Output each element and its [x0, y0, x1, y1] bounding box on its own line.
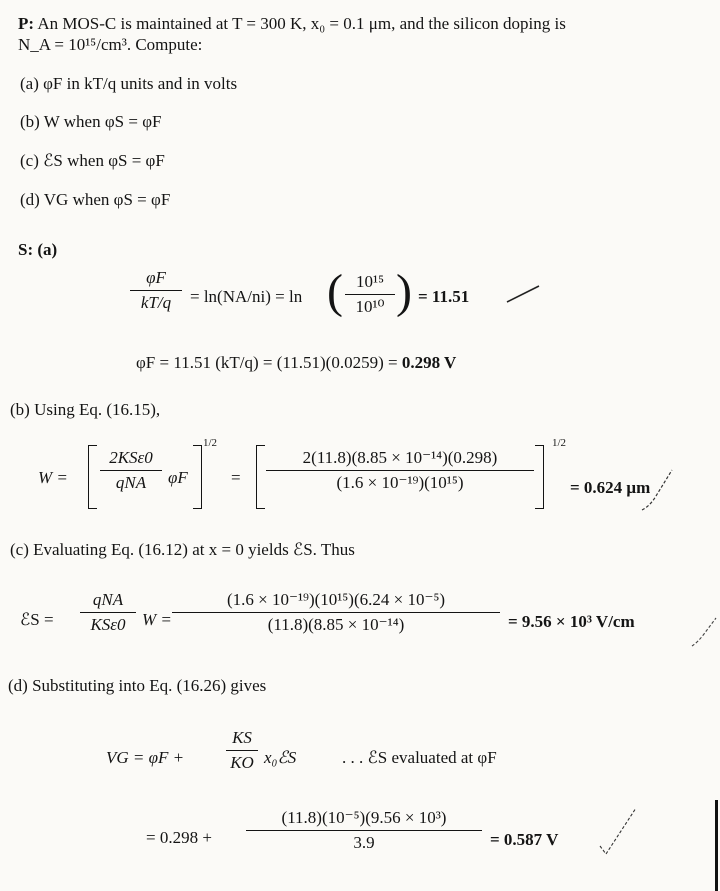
part-d-text: VG when φS = φF	[43, 190, 171, 209]
part-a-text: φF in kT/q units and in volts	[43, 74, 238, 93]
a-paren-right: )	[396, 265, 412, 318]
b-f1-tail: φF	[168, 468, 188, 487]
c-intro: (c) Evaluating Eq. (16.12) at x = 0 yields ℰS. Thus	[10, 540, 355, 559]
b-f2-den: (1.6 × 10⁻¹⁹)(10¹⁵)	[336, 473, 464, 492]
problem-statement-line1	[18, 14, 566, 34]
part-c-text: ℰS when φS = φF	[43, 151, 165, 170]
b-frac2	[266, 448, 534, 493]
b-bracket2-left	[256, 445, 265, 509]
problem-label: P:	[18, 14, 35, 33]
check-mark-icon	[640, 466, 676, 514]
b-bracket-right	[193, 445, 202, 509]
part-a-tag: (a)	[20, 74, 39, 93]
b-f1-den: qNA	[115, 473, 147, 492]
d-eq2-frac	[246, 808, 482, 853]
part-b-tag: (b)	[20, 112, 40, 131]
d-eq1-note: . . . ℰS evaluated at φF	[342, 748, 497, 767]
c-frac1	[80, 590, 136, 635]
c-f1-tail: W =	[142, 610, 172, 629]
d-eq2-num: (11.8)(10⁻⁵)(9.56 × 10³)	[281, 808, 447, 827]
check-mark-icon	[505, 282, 541, 306]
c-result: = 9.56 × 10³ V/cm	[508, 612, 635, 631]
part-c-tag: (c)	[20, 151, 39, 170]
b-exp2: 1/2	[552, 437, 567, 449]
d-eq1-den: KO	[230, 753, 254, 772]
d-eq1-frac	[226, 728, 258, 773]
c-frac2	[172, 590, 500, 635]
c-f1-den: KSε0	[90, 615, 126, 634]
a-eq2	[136, 353, 456, 373]
check-mark-icon	[690, 616, 718, 650]
b-bracket-left	[88, 445, 97, 509]
c-f2-den: (11.8)(8.85 × 10⁻¹⁴)	[267, 615, 405, 634]
part-b	[20, 112, 161, 132]
b-exp1: 1/2	[203, 437, 218, 449]
d-eq2-result: = 0.587 V	[490, 830, 559, 849]
d-eq1-lhs: VG = φF +	[106, 748, 185, 767]
problem-line1: An MOS-C is maintained at T = 300 K, x₀ = 0.1 μm, and the silicon doping is	[37, 14, 566, 33]
a-eq2-result: 0.298 V	[401, 353, 457, 372]
a-lhs-num: φF	[146, 268, 166, 287]
part-d	[20, 190, 170, 210]
a-ln-fraction	[345, 272, 395, 317]
check-mark-icon	[596, 804, 642, 860]
d-eq2-den: 3.9	[353, 833, 375, 852]
b-f2-num: 2(11.8)(8.85 × 10⁻¹⁴)(0.298)	[302, 448, 498, 467]
d-eq1-num: KS	[232, 728, 252, 747]
c-lhs: ℰS =	[20, 610, 54, 629]
b-eq: =	[231, 468, 241, 487]
b-bracket2-right	[535, 445, 544, 509]
b-f1-num: 2KSε0	[109, 448, 153, 467]
c-f2-num: (1.6 × 10⁻¹⁹)(10¹⁵)(6.24 × 10⁻⁵)	[226, 590, 446, 609]
part-c	[20, 151, 165, 171]
b-frac1	[100, 448, 162, 493]
a-eq1-result: = 11.51	[418, 287, 470, 306]
b-intro: (b) Using Eq. (16.15),	[10, 400, 161, 419]
part-d-tag: (d)	[20, 190, 40, 209]
part-a	[20, 74, 237, 94]
d-eq2-lhs: = 0.298 +	[146, 828, 212, 847]
a-eq1-mid: = ln(NA/ni) = ln	[190, 287, 303, 306]
part-b-text: W when φS = φF	[43, 112, 162, 131]
a-lhs-den: kT/q	[140, 293, 172, 312]
a-ln-den: 10¹⁰	[355, 297, 385, 316]
a-eq2-text: φF = 11.51 (kT/q) = (11.51)(0.0259) =	[136, 353, 402, 372]
a-ln-num: 10¹⁵	[355, 272, 385, 291]
b-result: = 0.624 μm	[570, 478, 651, 497]
d-intro: (d) Substituting into Eq. (16.26) gives	[8, 676, 267, 695]
c-f1-num: qNA	[92, 590, 124, 609]
a-paren-left: (	[327, 265, 343, 318]
solution-label: S: (a)	[18, 240, 58, 259]
a-lhs-fraction	[130, 268, 182, 313]
d-eq1-tail: x₀ℰS	[264, 748, 297, 767]
scan-edge-line	[715, 800, 718, 891]
b-lhs: W =	[38, 468, 68, 487]
problem-line2: N_A = 10¹⁵/cm³. Compute:	[18, 35, 203, 54]
